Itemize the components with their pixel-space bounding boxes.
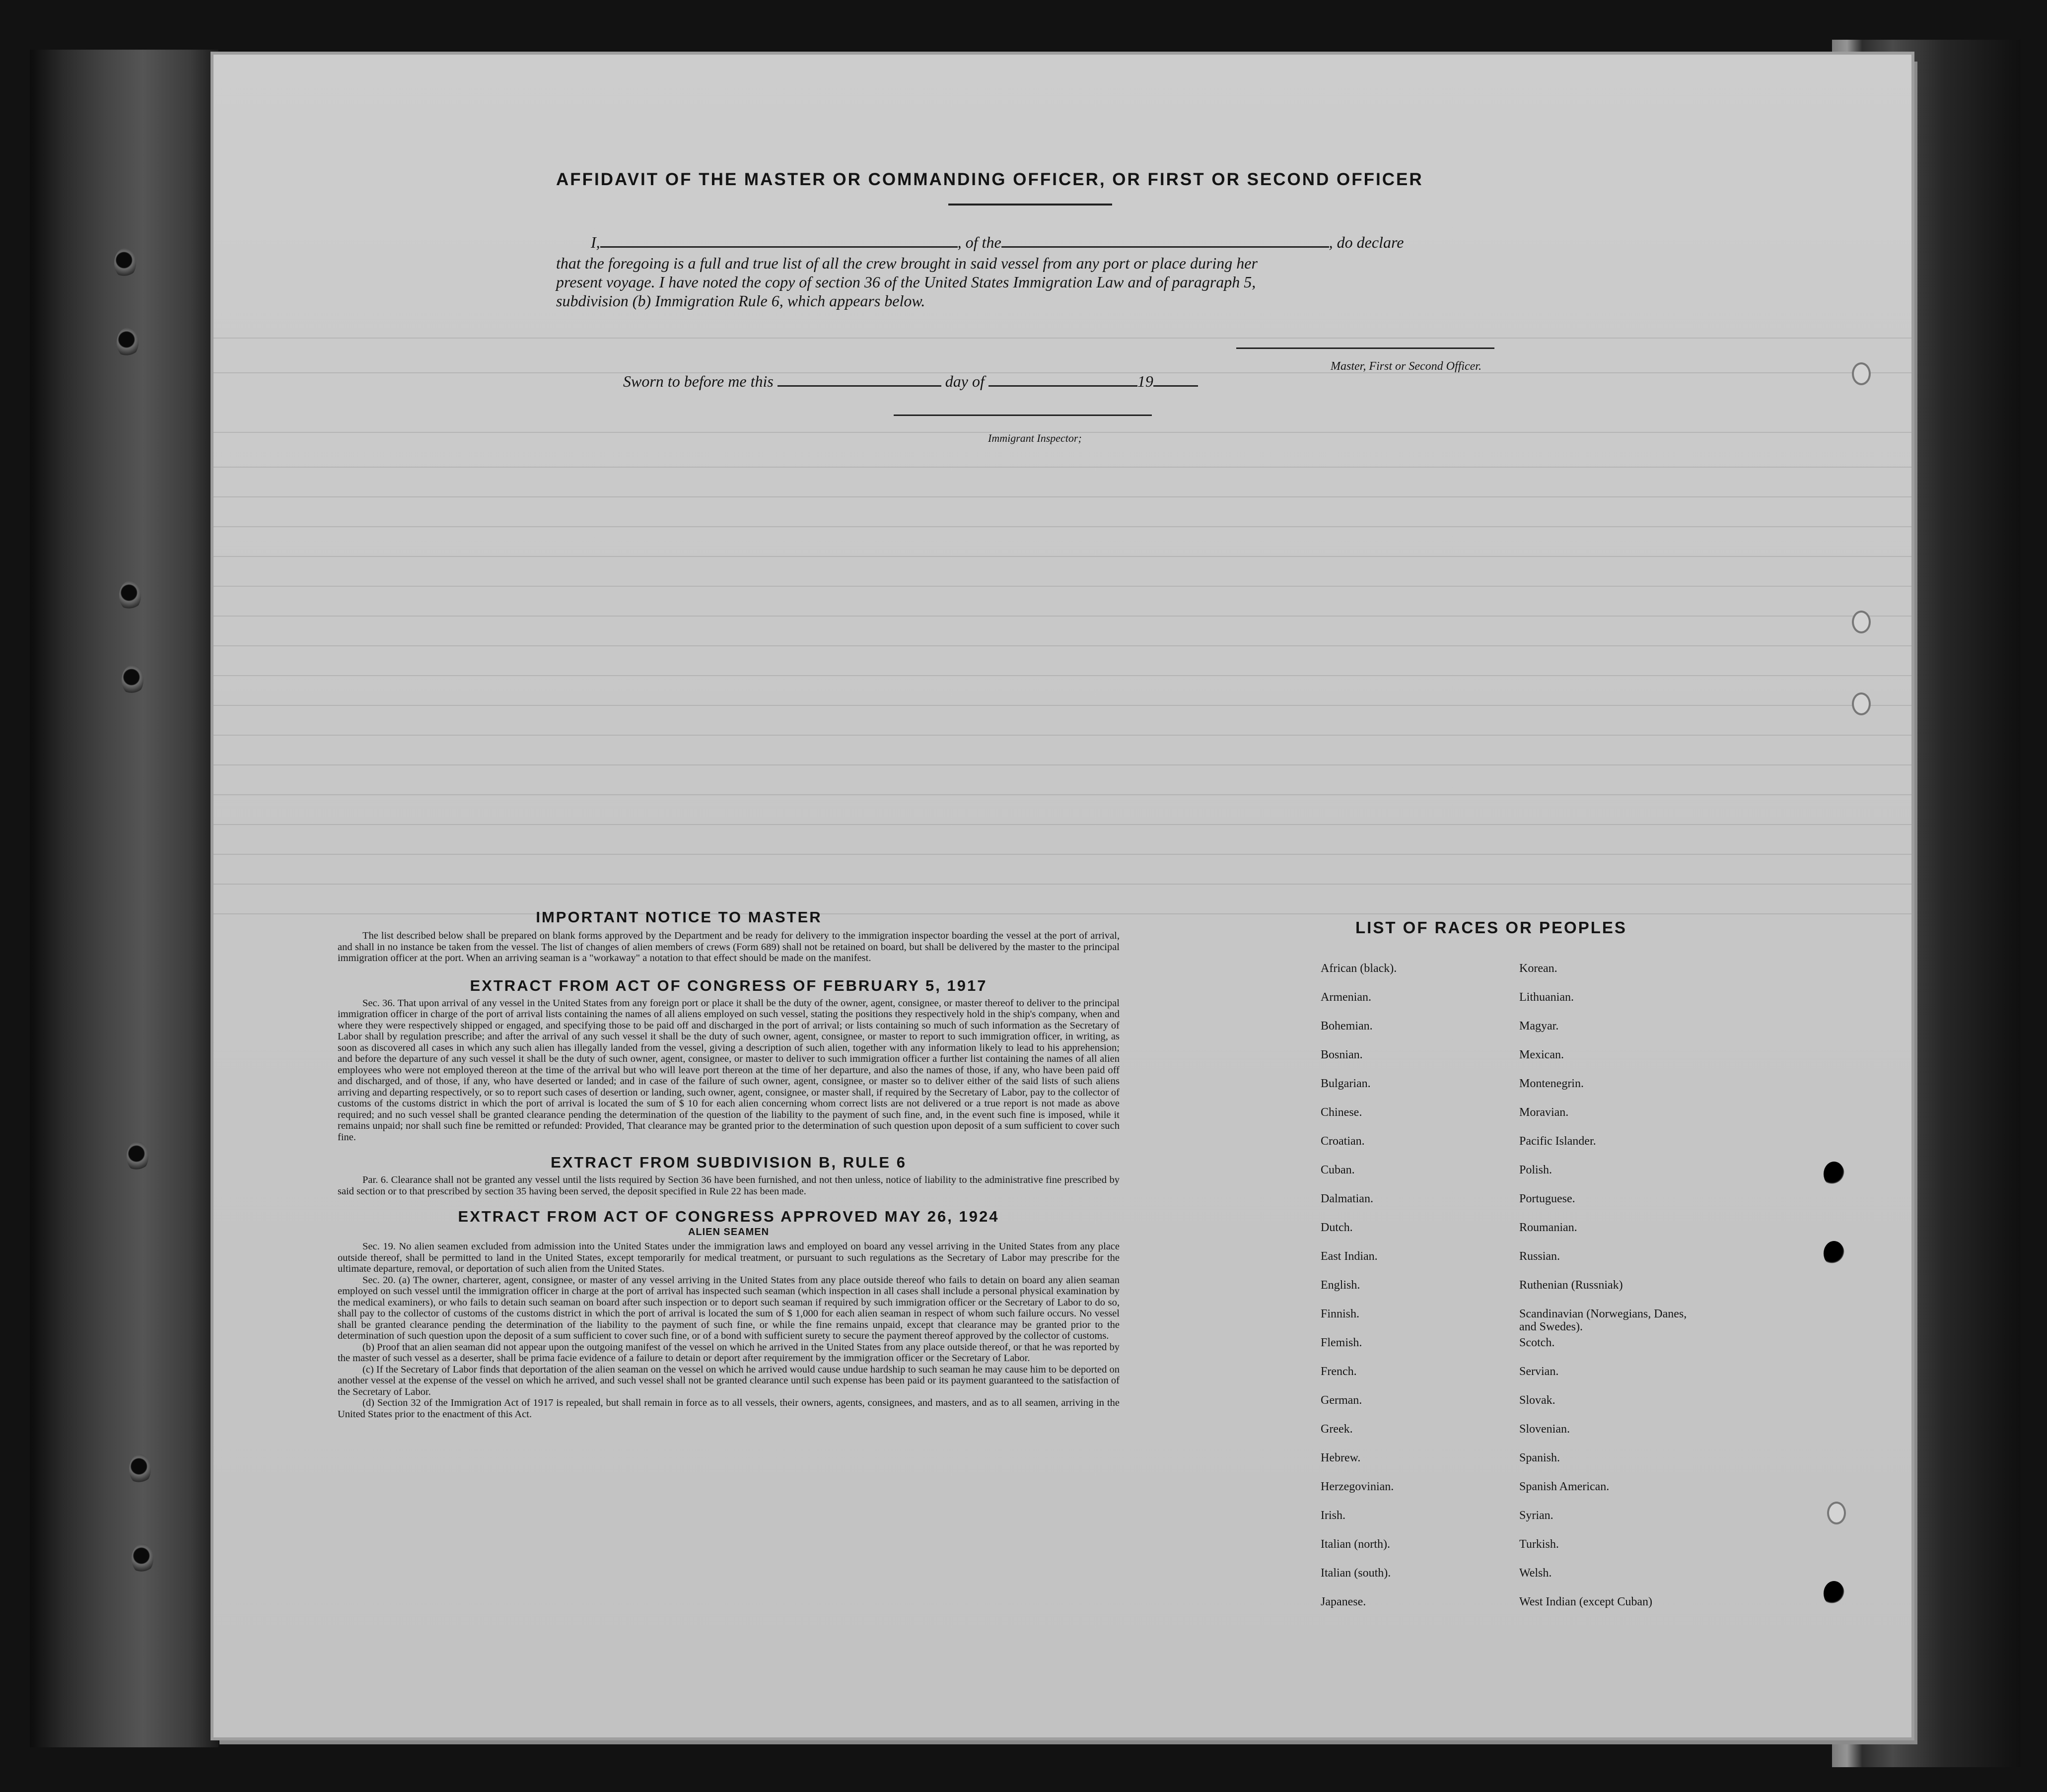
race-item: Spanish. bbox=[1519, 1451, 1560, 1464]
punch-hole bbox=[1852, 362, 1871, 385]
affidavit-line2: that the foregoing is a full and true list of all the crew brought in said vessel from any port or place during her bbox=[556, 254, 1258, 272]
race-item: Greek. bbox=[1321, 1423, 1353, 1436]
race-item: Croatian. bbox=[1321, 1135, 1365, 1148]
binder-left bbox=[30, 50, 218, 1747]
affidavit-line4: subdivision (b) Immigration Rule 6, which appears below. bbox=[556, 292, 925, 310]
extract-1924-paragraph: (d) Section 32 of the Immigration Act of 1917 is repealed, but shall remain in force as to all vessels, their owners, agents, consignees, and masters, and as to all seamen, arriving in the United States prior to the enactment of this Act. bbox=[338, 1397, 1120, 1420]
binder-hole bbox=[119, 581, 141, 611]
race-item: English. bbox=[1321, 1279, 1360, 1292]
race-item: West Indian (except Cuban) bbox=[1519, 1595, 1652, 1608]
race-item: German. bbox=[1321, 1394, 1362, 1407]
binder-hole bbox=[132, 1544, 153, 1574]
extract-1917-title: EXTRACT FROM ACT OF CONGRESS OF FEBRUARY 5, 1917 bbox=[470, 976, 988, 994]
race-item: Lithuanian. bbox=[1519, 991, 1574, 1004]
extract-1924-paragraph: Sec. 19. No alien seamen excluded from admission into the United States under the immigration laws and employed on board any vessel arriving in the United States from any place outside thereof, shall be permitted to land in the United States, except temporarily for medical treatment, or pursuant to such regulations as the Secretary of Labor may prescribe for the ultimate departure, removal, or deportation of such alien from the United States. bbox=[338, 1241, 1120, 1274]
punch-hole bbox=[1824, 1241, 1844, 1266]
punch-hole bbox=[1852, 611, 1871, 633]
race-item: Slovak. bbox=[1519, 1394, 1555, 1407]
race-item: Scandinavian (Norwegians, Danes, and Swedes). bbox=[1519, 1308, 1687, 1333]
race-item: Cuban. bbox=[1321, 1164, 1355, 1176]
binder-hole bbox=[114, 248, 136, 278]
race-item: Syrian. bbox=[1519, 1509, 1553, 1522]
race-item: Servian. bbox=[1519, 1365, 1559, 1378]
race-item: Bulgarian. bbox=[1321, 1077, 1371, 1090]
race-item: Portuguese. bbox=[1519, 1192, 1575, 1205]
affidavit-line3: present voyage. I have noted the copy of section 36 of the United States Immigration Law and of paragraph 5, bbox=[556, 273, 1256, 291]
race-item: Pacific Islander. bbox=[1519, 1135, 1596, 1148]
punch-hole bbox=[1852, 692, 1871, 715]
extract-rule6-title: EXTRACT FROM SUBDIVISION B, RULE 6 bbox=[551, 1154, 907, 1171]
race-item: Armenian. bbox=[1321, 991, 1371, 1004]
binder-hole bbox=[117, 328, 139, 357]
race-item: African (black). bbox=[1321, 962, 1397, 975]
races-title: LIST OF RACES OR PEOPLES bbox=[1355, 918, 1627, 937]
race-item: Mexican. bbox=[1519, 1048, 1564, 1061]
affidavit-title: AFFIDAVIT OF THE MASTER OR COMMANDING OFFICER, OR FIRST OR SECOND OFFICER bbox=[556, 170, 1423, 189]
extract-1917-body: Sec. 36. That upon arrival of any vessel in the United States from any foreign port or place it shall be the duty of the owner, agent, consignee, or master thereof to deliver to the principal immigration officer in charge of the port of arrival lists containing the names of all aliens employed on such vessel, stating the positions they respectively hold in the ship's company, when and where they were respectively shipped or engaged, and specifying those to be paid off and discharged in the port of arrival; or lists containing so much of such information as the Secretary of Labor shall by regulation prescribe; and after the arrival of any such vessel it shall be the duty of such owner, agent, consignee, or master to report to such immigration officer, in writing, as soon as discovered all cases in which any such alien has illegally landed from the vessel, giving a description of such alien, together with any information likely to lead to his apprehension; and before the departure of any such vessel it shall be the duty of such owner, agent, consignee, or master to deliver to such immigration officer a further list containing the names of all alien employees who were not employed thereon at the time of the arrival but who will leave port thereon at the time of her departure, and also the names of those, if any, who have been paid off and discharged, and of those, if any, who have deserted or landed; and in case of the failure of such owner, agent, consignee, or master so to deliver either of the said lists of such aliens arriving and departing respectively, or so to report such cases of desertion or landing, such owner, agent, consignee, or master shall, if required by the Secretary of Labor, pay to the collector of customs of the customs district in which the port of arrival is located the sum of $ 10 for each alien concerning whom correct lists are not delivered or a true report is not made as above required; and no such vessel shall be granted clearance pending the determination of the question of the liability to the payment of such fine, and, in the event such fine is imposed, while it remains unpaid; nor shall such fine be remitted or refunded: Provided, That clearance may be granted prior to the determination of such question upon deposit of a sum sufficient to cover such fine. bbox=[338, 997, 1120, 1143]
race-item: Turkish. bbox=[1519, 1538, 1559, 1551]
notice-title: IMPORTANT NOTICE TO MASTER bbox=[536, 908, 822, 926]
race-item: Finnish. bbox=[1321, 1308, 1360, 1320]
extract-1924-subtitle: ALIEN SEAMEN bbox=[688, 1227, 770, 1238]
extract-1924-paragraph: (c) If the Secretary of Labor finds that deportation of the alien seaman on the vessel on which he arrived would cause undue hardship to such seaman he may cause him to be deported on another vessel at the expense of the vessel on which he arrived, and such vessel shall not be granted clearance until such expense has been paid or its payment guaranteed to the satisfaction of the Secretary of Labor. bbox=[338, 1364, 1120, 1397]
race-item: Ruthenian (Russniak) bbox=[1519, 1279, 1623, 1292]
race-item: French. bbox=[1321, 1365, 1357, 1378]
document-page bbox=[213, 55, 1911, 1737]
race-item: Flemish. bbox=[1321, 1336, 1362, 1349]
extract-1924-title: EXTRACT FROM ACT OF CONGRESS APPROVED MAY 26, 1924 bbox=[458, 1208, 999, 1225]
affidavit-line1: I, , of the , do declare bbox=[591, 233, 1404, 251]
race-item: Magyar. bbox=[1519, 1020, 1559, 1033]
race-item: Italian (north). bbox=[1321, 1538, 1390, 1551]
races-list bbox=[213, 55, 1911, 1737]
race-item: Japanese. bbox=[1321, 1595, 1366, 1608]
extract-1924-paragraph: Sec. 20. (a) The owner, charterer, agent, consignee, or master of any vessel arriving in the United States from any place outside thereof who fails to detain on board any alien seaman employed on such vessel until the immigration officer in charge at the port of arrival has inspected such seaman (which inspection in all cases shall include a personal physical examination by the medical examiners), or who fails to detain such seaman on board after such inspection or to deport such seaman if required by such immigration officer or the Secretary of Labor to do so, shall pay to the collector of customs of the customs district in which the port of arrival is located the sum of $ 1,000 for each alien seaman in respect of whom such failure occurs. No vessel shall be granted clearance pending the determination of the liability to the payment of such fine, or while the fine remains unpaid, except that clearance may be granted prior to the determination of such question upon the deposit of a sum sufficient to cover such fine, or of a bond with sufficient surety to secure the payment thereof approved by the collector of customs. bbox=[338, 1274, 1120, 1341]
race-item: Irish. bbox=[1321, 1509, 1345, 1522]
race-item: Scotch. bbox=[1519, 1336, 1555, 1349]
race-item: Bohemian. bbox=[1321, 1020, 1373, 1033]
race-item: Chinese. bbox=[1321, 1106, 1362, 1119]
race-item: Herzegovinian. bbox=[1321, 1480, 1394, 1493]
race-item: Hebrew. bbox=[1321, 1451, 1361, 1464]
race-item: Korean. bbox=[1519, 962, 1557, 975]
binder-hole bbox=[127, 1142, 148, 1172]
master-signature-label: Master, First or Second Officer. bbox=[1331, 360, 1482, 373]
race-item: Spanish American. bbox=[1519, 1480, 1610, 1493]
extract-rule6-body: Par. 6. Clearance shall not be granted any vessel until the lists required by Section 36 have been furnished, and not then unless, notice of liability to the administrative fine prescribed by said section or to that prescribed by section 35 having been served, the deposit specified in Rule 22 has been made. bbox=[338, 1174, 1120, 1197]
punch-hole bbox=[1824, 1581, 1844, 1606]
race-item: Slovenian. bbox=[1519, 1423, 1570, 1436]
race-item: Dalmatian. bbox=[1321, 1192, 1373, 1205]
race-item: Bosnian. bbox=[1321, 1048, 1363, 1061]
race-item: Roumanian. bbox=[1519, 1221, 1577, 1234]
binder-hole bbox=[129, 1454, 151, 1484]
race-item: Italian (south). bbox=[1321, 1567, 1391, 1580]
inspector-label: Immigrant Inspector; bbox=[988, 432, 1082, 444]
race-item: Welsh. bbox=[1519, 1567, 1552, 1580]
race-item: East Indian. bbox=[1321, 1250, 1378, 1263]
race-item: Russian. bbox=[1519, 1250, 1560, 1263]
notice-body: The list described below shall be prepared on blank forms approved by the Department and be ready for delivery to the immigration inspector boarding the vessel at the port of arrival, and shall in no instance be taken from the vessel. The list of changes of alien members of crews (Form 689) shall not be retained on board, but shall be delivered by the master to the principal immigration officer at the port. When an arriving seaman is a "workaway" a notation to that effect should be made on the manifest. bbox=[338, 930, 1120, 964]
binder-hole bbox=[122, 665, 143, 695]
extract-1924-paragraph: (b) Proof that an alien seaman did not appear upon the outgoing manifest of the vessel on which he arrived in the United States from any place outside thereof, or that he was reported by the master of such vessel as a deserter, shall be prima facie evidence of a failure to detain or deport after requirement by the immigration officer or the Secretary of Labor. bbox=[338, 1341, 1120, 1364]
race-item: Dutch. bbox=[1321, 1221, 1353, 1234]
sworn-line: Sworn to before me this day of 19 bbox=[623, 372, 1198, 391]
punch-hole bbox=[1824, 1162, 1844, 1186]
race-item: Moravian. bbox=[1519, 1106, 1569, 1119]
race-item: Polish. bbox=[1519, 1164, 1553, 1176]
race-item: Montenegrin. bbox=[1519, 1077, 1584, 1090]
punch-hole bbox=[1827, 1502, 1846, 1524]
